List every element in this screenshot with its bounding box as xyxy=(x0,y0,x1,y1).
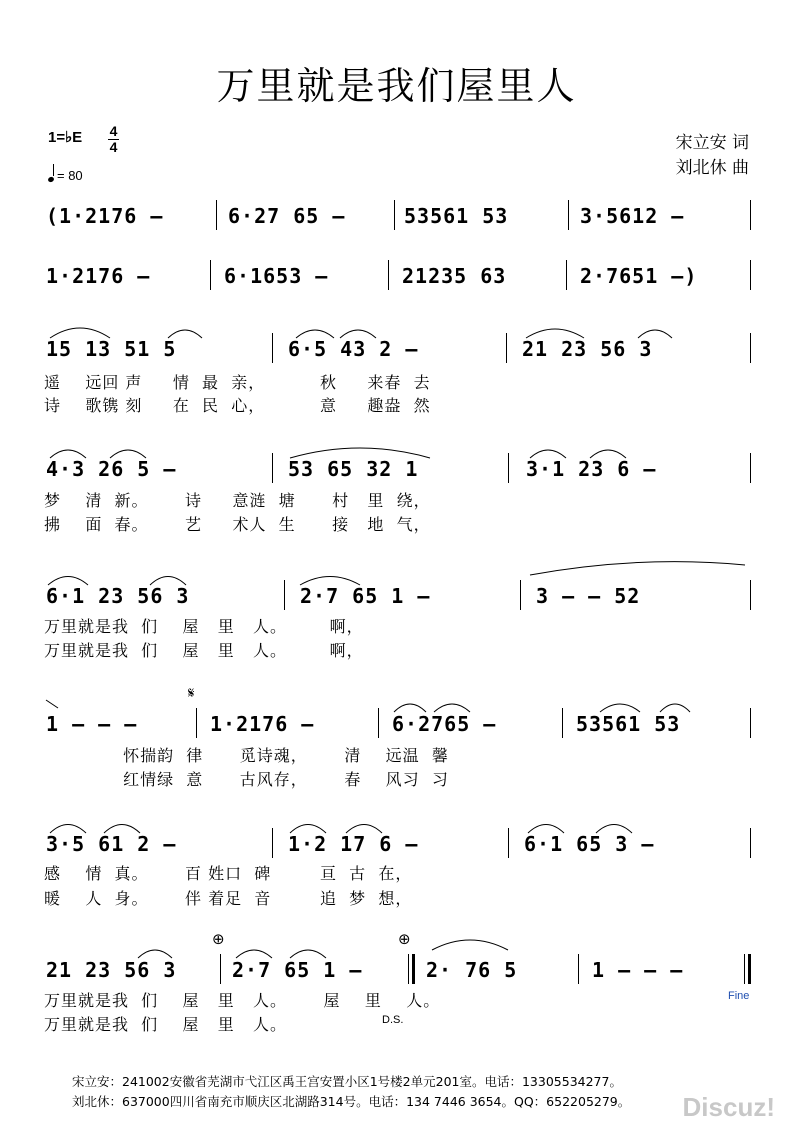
barline xyxy=(520,580,521,610)
tempo-marking xyxy=(48,168,83,183)
barline xyxy=(750,453,751,483)
footer-address-composer: 刘北休：637000四川省南充市顺庆区北湖路314号。电话：134 7446 3654。QQ：652205279。 xyxy=(72,1094,631,1109)
barline xyxy=(750,200,751,230)
measure: 6·5 43 2 – xyxy=(288,337,419,361)
time-signature-top: 4 xyxy=(109,123,118,139)
barline xyxy=(506,333,507,363)
score-row xyxy=(40,708,760,748)
lyric-verse-1: 感 情 真。 百 姓口 碑 亘 古 在， xyxy=(44,864,413,883)
barline xyxy=(378,708,379,738)
score-row xyxy=(40,333,760,373)
barline xyxy=(750,333,751,363)
measure: 1 – – – xyxy=(592,958,684,982)
measure: 6·27 65 – xyxy=(228,204,346,228)
lyric-verse-2: 暖 人 身。 伴 着足 音 追 梦 想， xyxy=(44,889,413,908)
barline xyxy=(568,200,569,230)
quarter-note-icon xyxy=(47,176,54,183)
coda-icon: ⊕ xyxy=(212,930,225,948)
barline xyxy=(562,708,563,738)
barline xyxy=(284,580,285,610)
measure: 3 – – 52 xyxy=(536,584,641,608)
slur xyxy=(432,940,508,950)
measure: 15 13 51 5 xyxy=(46,337,177,361)
slur xyxy=(46,700,58,708)
measure: 6·1 23 56 3 xyxy=(46,584,190,608)
lyric-verse-1: 怀揣韵 律 觅诗魂， 清 远温 馨 xyxy=(44,746,449,765)
barline xyxy=(216,200,217,230)
watermark-logo: Discuz! xyxy=(682,1092,775,1122)
score-row xyxy=(40,260,760,300)
coda-icon: ⊕ xyxy=(398,930,411,948)
final-barline xyxy=(744,954,745,984)
barline xyxy=(750,580,751,610)
measure: 53561 53 xyxy=(576,712,681,736)
time-signature xyxy=(108,124,119,155)
score-row xyxy=(40,200,760,240)
barline xyxy=(196,708,197,738)
measure: 21 23 56 3 xyxy=(46,958,177,982)
measure: 6·2765 – xyxy=(392,712,497,736)
measure: 1·2 17 6 – xyxy=(288,832,419,856)
measure: 3·5 61 2 – xyxy=(46,832,177,856)
lyric-verse-1: 万里就是我 们 屋 里 人。 屋 里 人。 xyxy=(44,991,441,1010)
barline xyxy=(220,954,221,984)
measure: 1·2176 – xyxy=(46,264,151,288)
barline xyxy=(272,828,273,858)
tempo-value: = 80 xyxy=(57,168,83,183)
measure: 53561 53 xyxy=(404,204,509,228)
measure: 2·7651 –) xyxy=(580,264,698,288)
barline xyxy=(394,200,395,230)
lyric-verse-1: 梦 清 新。 诗 意涟 塘 村 里 绕， xyxy=(44,491,431,510)
measure: 2· 76 5 xyxy=(426,958,518,982)
composer-credit: 刘北休 曲 xyxy=(675,158,749,178)
quarter-note-stem xyxy=(53,164,54,176)
segno-icon: 𝄋 xyxy=(188,684,195,702)
measure: 2·7 65 1 – xyxy=(232,958,363,982)
barline xyxy=(750,828,751,858)
barline xyxy=(750,708,751,738)
barline xyxy=(566,260,567,290)
measure: (1·2176 – xyxy=(46,204,164,228)
lyric-verse-2: 万里就是我 们 屋 里 人。 xyxy=(44,1015,288,1034)
lyric-verse-2: 红情绿 意 古风存， 春 风习 习 xyxy=(44,770,449,789)
song-title: 万里就是我们屋里人 xyxy=(216,64,577,108)
measure: 1·2176 – xyxy=(210,712,315,736)
key-signature: 1=♭E xyxy=(48,129,83,146)
barline xyxy=(272,453,273,483)
barline xyxy=(388,260,389,290)
measure: 4·3 26 5 – xyxy=(46,457,177,481)
barline xyxy=(578,954,579,984)
measure: 21235 63 xyxy=(402,264,507,288)
measure: 3·1 23 6 – xyxy=(526,457,657,481)
ds-marking: D.S. xyxy=(382,1014,404,1026)
fine-marking: Fine xyxy=(728,990,750,1002)
measure: 53 65 32 1 xyxy=(288,457,419,481)
lyric-verse-1: 万里就是我 们 屋 里 人。 啊， xyxy=(44,617,364,636)
measure: 1 – – – xyxy=(46,712,138,736)
barline xyxy=(508,828,509,858)
time-signature-bottom: 4 xyxy=(109,139,118,155)
lyricist-credit: 宋立安 词 xyxy=(675,133,749,153)
measure: 3·5612 – xyxy=(580,204,685,228)
score-row xyxy=(40,453,760,493)
barline xyxy=(750,260,751,290)
lyric-verse-1: 遥 远回 声 情 最 亲， 秋 来春 去 xyxy=(44,373,431,392)
barline xyxy=(508,453,509,483)
barline xyxy=(210,260,211,290)
slur xyxy=(530,562,745,575)
final-barline-thick xyxy=(748,954,751,984)
measure: 2·7 65 1 – xyxy=(300,584,431,608)
footer-address-lyricist: 宋立安：241002安徽省芜湖市弋江区禹王宫安置小区1号楼2单元201室。电话：13305534277。 xyxy=(72,1074,622,1089)
repeat-barline xyxy=(408,954,409,984)
lyric-verse-2: 拂 面 春。 艺 术人 生 接 地 气， xyxy=(44,515,431,534)
measure: 6·1 65 3 – xyxy=(524,832,655,856)
barline xyxy=(272,333,273,363)
measure: 6·1653 – xyxy=(224,264,329,288)
lyric-verse-2: 万里就是我 们 屋 里 人。 啊， xyxy=(44,641,364,660)
lyric-verse-2: 诗 歌镌 刻 在 民 心， 意 趣盎 然 xyxy=(44,396,431,415)
repeat-barline-thick xyxy=(412,954,415,984)
measure: 21 23 56 3 xyxy=(522,337,653,361)
